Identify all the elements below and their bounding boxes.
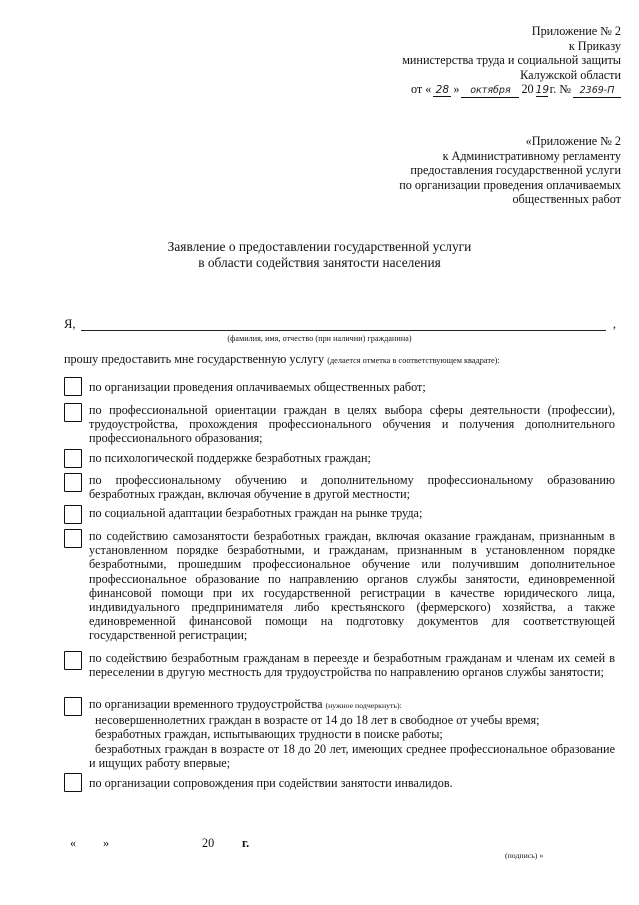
request-line bbox=[64, 352, 500, 367]
option-note: (нужное подчеркнуть): bbox=[325, 701, 402, 710]
application-date bbox=[70, 836, 290, 852]
option-text: по организации проведения оплачиваемых общественных работ; bbox=[89, 380, 426, 394]
document-title bbox=[0, 239, 639, 272]
handwritten-order-number: 2369-П bbox=[573, 85, 621, 98]
handwritten-year: 19 bbox=[535, 84, 550, 97]
title-line-1: Заявление о предоставлении государственной услуги bbox=[167, 239, 472, 254]
regulation-annex-line: к Административному регламенту bbox=[442, 148, 621, 163]
regulation-annex-line: по организации проведения оплачиваемых bbox=[399, 177, 621, 192]
handwritten-month: октября bbox=[461, 85, 519, 98]
applicant-prefix: Я, bbox=[64, 317, 76, 331]
service-option bbox=[64, 505, 615, 520]
request-note: (делается отметка в соответствующем квадрате): bbox=[327, 356, 500, 365]
option-text: по психологической поддержке безработных граждан; bbox=[89, 451, 371, 465]
option-checkbox[interactable] bbox=[64, 377, 82, 396]
option-checkbox[interactable] bbox=[64, 651, 82, 670]
date-year-unit: г. bbox=[242, 836, 250, 850]
applicant-comma: , bbox=[612, 317, 616, 331]
option-checkbox[interactable] bbox=[64, 697, 82, 716]
option-text: по содействию самозанятости безработных граждан, включая оказание гражданам, признанным в установленном порядке безработными, и гражданам, признанным в установленном порядке безработными, прошедшим профессиональное обучение или получившим дополнительное профессиональное образование по направлению органов службы занятости, единовременной финансовой помощи при их государственной регистрации в качестве юридического лица, индивидуального предпринимателя либо крестьянского (фермерского) хозяйства, а также единовременной финансовой помощи на подготовку документов для соответствующей государственной регистрации; bbox=[89, 529, 615, 643]
applicant-name-hint: (фамилия, имя, отчество (при наличии) гражданина) bbox=[227, 334, 412, 343]
service-option bbox=[64, 449, 615, 465]
regulation-annex-line: предоставления государственной услуги bbox=[410, 163, 621, 178]
option-text: по профессиональному обучению и дополнительному профессиональному образованию безработных граждан, включая обучение в другой местности; bbox=[89, 473, 615, 502]
order-annex-line: министерства труда и социальной защиты bbox=[402, 53, 621, 68]
date-quote-close: » bbox=[103, 836, 110, 850]
service-option bbox=[64, 377, 615, 394]
title-line-2: в области содействия занятости населения bbox=[198, 255, 441, 271]
regulation-annex-line: «Приложение № 2 bbox=[525, 134, 621, 148]
option-checkbox[interactable] bbox=[64, 773, 82, 792]
option-text: по социальной адаптации безработных граждан на рынке труда; bbox=[89, 506, 423, 520]
date-quote-open: « bbox=[70, 836, 77, 850]
year-unit-number-label: г. № bbox=[549, 82, 571, 97]
option-checkbox[interactable] bbox=[64, 505, 82, 524]
option-text: по организации сопровождения при содействии занятости инвалидов. bbox=[89, 776, 453, 790]
order-date-line bbox=[411, 82, 621, 98]
applicant-name-row bbox=[64, 317, 616, 335]
date-year-prefix: 20 bbox=[202, 836, 215, 850]
service-option bbox=[64, 403, 615, 446]
option-text: по профессиональной ориентации граждан в целях выбора сферы деятельности (профессии), трудоустройства, прохождения профессионального обучения и получения дополнительного профессионального образования; bbox=[89, 403, 615, 446]
regulation-annex-line: общественных работ bbox=[512, 192, 621, 207]
order-annex-line: Приложение № 2 bbox=[531, 24, 621, 38]
date-mid: » bbox=[453, 82, 460, 97]
option-text-block bbox=[89, 697, 615, 770]
option-subitem: безработных граждан в возрасте от 18 до 20 лет, имеющих среднее профессиональное образование и ищущих работу впервые; bbox=[89, 741, 615, 770]
signature-hint: (подпись) » bbox=[505, 851, 544, 860]
option-checkbox[interactable] bbox=[64, 403, 82, 422]
service-option bbox=[64, 773, 615, 790]
request-text: прошу предоставить мне государственную услугу bbox=[64, 352, 325, 366]
service-option bbox=[64, 651, 615, 679]
order-annex-header bbox=[402, 24, 621, 98]
option-subitem: безработных граждан, испытывающих трудности в поиске работы; bbox=[95, 727, 443, 742]
service-option-temporary-employment bbox=[64, 697, 615, 770]
option-checkbox[interactable] bbox=[64, 529, 82, 548]
applicant-name-field[interactable] bbox=[81, 330, 606, 331]
regulation-annex-header bbox=[399, 134, 621, 207]
order-annex-line: Калужской области bbox=[520, 67, 621, 82]
date-prefix: от « bbox=[410, 82, 432, 97]
service-option bbox=[64, 529, 615, 643]
option-text: по организации временного трудоустройства bbox=[89, 697, 323, 711]
option-checkbox[interactable] bbox=[64, 449, 82, 468]
option-subitem: несовершеннолетних граждан в возрасте от 14 до 18 лет в свободное от учебы время; bbox=[95, 713, 540, 728]
option-checkbox[interactable] bbox=[64, 473, 82, 492]
year-prefix: 20 bbox=[521, 82, 534, 97]
option-text: по содействию безработным гражданам в переезде и безработным гражданам и членам их семей в переселении в другую местность для трудоустройства по направлению органов службы занятости; bbox=[89, 651, 615, 680]
handwritten-day: 28 bbox=[433, 84, 451, 97]
order-annex-line: к Приказу bbox=[568, 38, 621, 53]
service-option bbox=[64, 473, 615, 501]
